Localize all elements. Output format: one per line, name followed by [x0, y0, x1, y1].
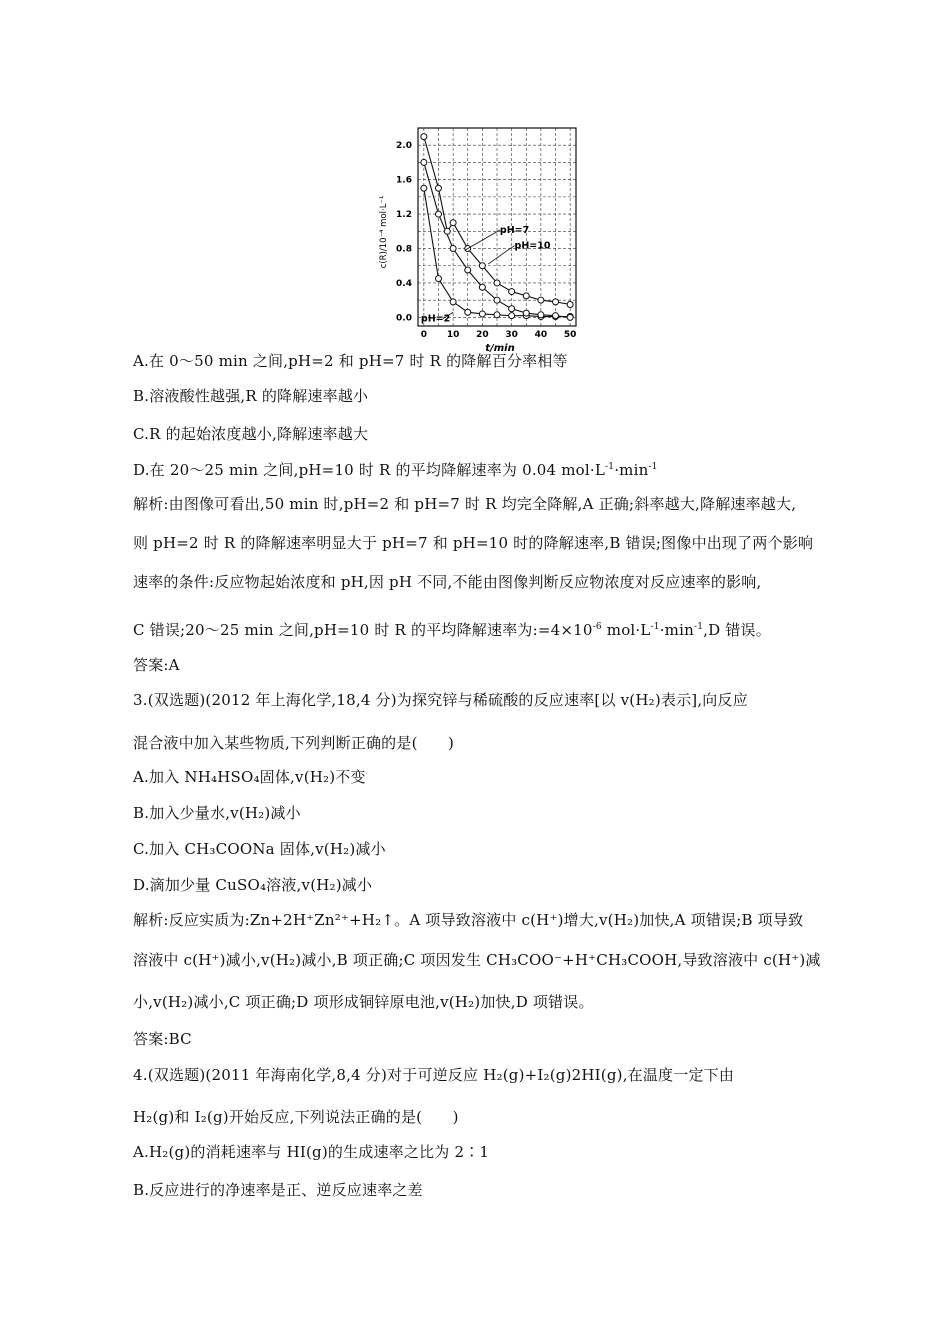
option-a-q3: A.加入 NH₄HSO₄固体,v(H₂)不变: [133, 768, 366, 786]
y-axis-label: c(R)/10⁻⁴ mol·L⁻¹: [379, 195, 389, 269]
data-point: [567, 301, 573, 307]
answer-q3: 答案:BC: [133, 1030, 192, 1048]
analysis-q3-line2: 溶液中 c(H⁺)减小,v(H₂)减小,B 项正确;C 项因发生 CH₃COO⁻+H⁺CH₃COOH,导致溶液中 c(H⁺)减: [133, 951, 821, 969]
data-point: [444, 228, 450, 234]
y-tick-label: 0.4: [396, 278, 412, 289]
chart-svg: [378, 122, 592, 354]
x-tick-label: 20: [476, 330, 489, 340]
data-point: [421, 134, 427, 140]
data-point: [479, 311, 485, 317]
data-point: [450, 220, 456, 226]
option-b-q2: B.溶液酸性越强,R 的降解速率越小: [133, 387, 369, 405]
analysis-q2-line4-sup2: -1: [650, 622, 660, 632]
data-point: [538, 312, 544, 318]
data-point: [435, 276, 441, 282]
x-tick-label: 30: [505, 330, 518, 340]
data-point: [538, 297, 544, 303]
analysis-q2-line4-sup3: -1: [693, 622, 704, 632]
series-leader-line: [488, 246, 514, 264]
data-point: [553, 313, 559, 319]
analysis-q3-line3: 小,v(H₂)减小,C 项正确;D 项形成铜锌原电池,v(H₂)加快,D 项错误。: [133, 993, 594, 1011]
plot-frame: [418, 128, 576, 326]
option-a-q4: A.H₂(g)的消耗速率与 HI(g)的生成速率之比为 2∶1: [133, 1143, 490, 1161]
data-point: [494, 280, 500, 286]
series-label: pH=10: [514, 240, 551, 252]
option-d-q3: D.滴加少量 CuSO₄溶液,v(H₂)减小: [133, 876, 373, 894]
analysis-q2-line4-sup1: -6: [592, 622, 602, 632]
question-3-line2: 混合液中加入某些物质,下列判断正确的是( ): [133, 734, 455, 752]
question-3-line1: 3.(双选题)(2012 年上海化学,18,4 分)为探究锌与稀硫酸的反应速率[以 v(H₂)表示],向反应: [133, 691, 748, 709]
option-d-q2: [133, 460, 658, 480]
data-point: [465, 267, 471, 273]
option-d-sup1: -1: [605, 462, 615, 472]
y-tick-label: 1.6: [396, 175, 412, 186]
y-tick-label: 2.0: [396, 141, 412, 152]
y-tick-label: 0.0: [396, 313, 412, 324]
question-4-line2: H₂(g)和 I₂(g)开始反应,下列说法正确的是( ): [133, 1108, 459, 1126]
analysis-q2-line1: 解析:由图像可看出,50 min 时,pH=2 和 pH=7 时 R 均完全降解,A 正确;斜率越大,降解速率越大,: [133, 495, 797, 513]
data-point: [479, 263, 485, 269]
option-c-q2: C.R 的起始浓度越小,降解速率越大: [133, 425, 369, 443]
data-point: [421, 159, 427, 165]
y-tick-label: 0.8: [396, 244, 412, 255]
question-4-line1: 4.(双选题)(2011 年海南化学,8,4 分)对于可逆反应 H₂(g)+I₂(g)2HI(g),在温度一定下由: [133, 1066, 735, 1084]
data-point: [509, 306, 515, 312]
option-c-q3: C.加入 CH₃COONa 固体,v(H₂)减小: [133, 840, 386, 858]
option-b-q3: B.加入少量水,v(H₂)减小: [133, 804, 301, 822]
data-point: [435, 185, 441, 191]
series-label: pH=2: [420, 313, 451, 325]
x-tick-label: 40: [534, 330, 548, 340]
data-point: [465, 309, 471, 315]
data-point: [567, 314, 573, 320]
data-point: [479, 284, 485, 290]
analysis-q2-line4-b: mol·L: [601, 621, 651, 639]
answer-q2: 答案:A: [133, 656, 180, 674]
analysis-q2-line2: 则 pH=2 时 R 的降解速率明显大于 pH=7 和 pH=10 时的降解速率,B 错误;图像中出现了两个影响: [133, 534, 814, 552]
data-point: [450, 299, 456, 305]
series-label: pH=7: [499, 225, 530, 237]
x-axis-label: t/min: [485, 343, 515, 354]
data-point: [435, 211, 441, 217]
data-point: [509, 289, 515, 295]
option-d-text: D.在 20～25 min 之间,pH=10 时 R 的平均降解速率为 0.04 mol·L: [133, 461, 606, 479]
analysis-q2-line4-c: ·min: [659, 621, 694, 639]
option-d-mid: ·min: [614, 461, 649, 479]
analysis-q2-line4-d: ,D 错误。: [703, 621, 771, 639]
data-point: [450, 246, 456, 252]
x-tick-label: 50: [563, 330, 577, 340]
option-a-q2: A.在 0～50 min 之间,pH=2 和 pH=7 时 R 的降解百分率相等: [133, 352, 568, 370]
data-point: [421, 185, 427, 191]
data-point: [523, 293, 529, 299]
option-d-sup2: -1: [648, 462, 658, 472]
analysis-q2-line3: 速率的条件:反应物起始浓度和 pH,因 pH 不同,不能由图像判断反应物浓度对反应速率的影响,: [133, 573, 762, 591]
analysis-q2-line4: [133, 620, 771, 640]
data-point: [523, 310, 529, 316]
x-tick-label: 0: [420, 330, 427, 340]
y-tick-label: 1.2: [396, 210, 412, 221]
degradation-chart: [378, 122, 592, 354]
x-tick-label: 10: [446, 330, 460, 340]
analysis-q3-line1: 解析:反应实质为:Zn+2H⁺Zn²⁺+H₂↑。A 项导致溶液中 c(H⁺)增大,v(H₂)加快,A 项错误;B 项导致: [133, 911, 804, 929]
option-b-q4: B.反应进行的净速率是正、逆反应速率之差: [133, 1181, 423, 1199]
chart-grid: [418, 128, 576, 326]
data-point: [494, 297, 500, 303]
data-point: [494, 312, 500, 318]
data-point: [553, 299, 559, 305]
data-point: [509, 313, 515, 319]
analysis-q2-line4-a: C 错误;20～25 min 之间,pH=10 时 R 的平均降解速率为:=4×10: [133, 621, 593, 639]
